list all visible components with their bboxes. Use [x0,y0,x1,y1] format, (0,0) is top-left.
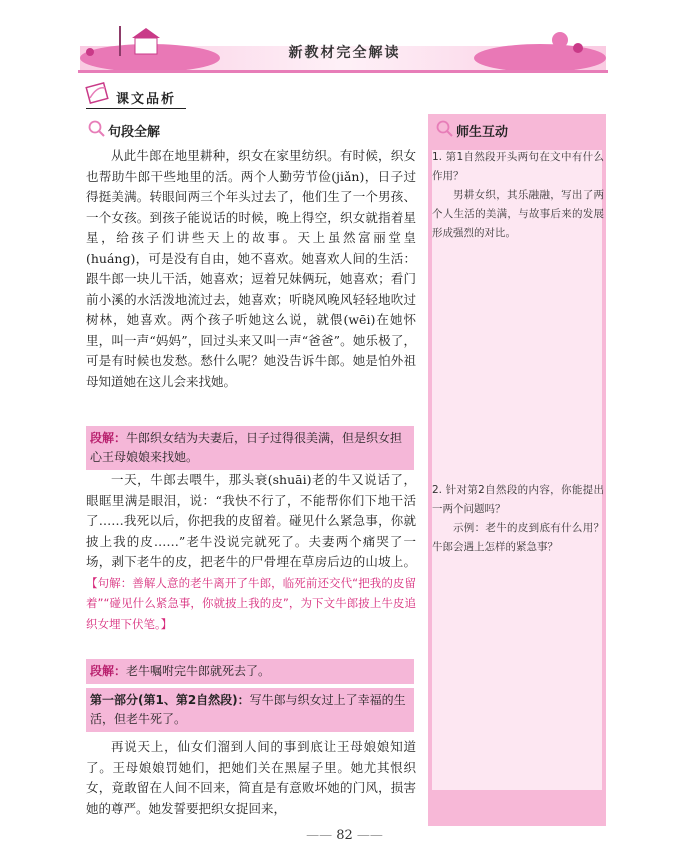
answer-2: 示例：老牛的皮到底有什么用？牛郎会遇上怎样的紧急事？ [432,522,604,553]
analysis-label: 段解： [90,431,127,445]
paragraph-3: 再说天上，仙女们溜到人间的事到底让王母娘娘知道了。王母娘娘罚她们，把她们关在黑屋子里。她尤其恨织女，竟敢留在人间不回来，简直是有意败坏她的门风，损害她的尊严。她发誓要把织女捉回来， [86,739,416,816]
question-2: 2. 针对第2自然段的内容，你能提出一两个问题吗？ [432,484,604,515]
analysis-text-2: 老牛嘱咐完牛郎就死去了。 [126,664,271,678]
analysis-text: 牛郎织女结为夫妻后，日子过得很美满，但是织女担心王母娘娘来找她。 [90,431,403,464]
analysis-label-2: 段解： [90,664,127,678]
answer-1: 男耕女织，其乐融融，写出了两个人生活的美满，与故事后来的发展形成强烈的对比。 [432,189,604,239]
header-rule [78,70,608,73]
section-underline [86,108,186,109]
part-one-summary [86,688,414,732]
paragraph-1: 从此牛郎在地里耕种，织女在家里纺织。有时候，织女也帮助牛郎干些地里的活。两个人勤劳节俭(jiǎn)，日子过得挺美满。转眼间两三个年头过去了，他们生了一个男孩、一个女孩。到孩子能说话的时候，晚上得空，织女就指着星星，给孩子们讲些天上的故事。天上虽然富丽堂皇(huáng)，可是没有自由，她不喜欢。她喜欢人间的生活：跟牛郎一块儿干活，她喜欢；逗着兄妹俩玩，她喜欢；看门前小溪的水活泼地流过去，她喜欢；听晓风晚风轻轻地吹过树林，她喜欢。两个孩子听她这么说，就偎(wēi)在她怀里，叫一声“妈妈”，回过头来又叫一声“爸爸”。她乐极了，可是有时候也发愁。愁什么呢？她没告诉牛郎。她是怕外祖母知道她在这儿会来找她。 [86,148,416,389]
sentence-analysis: 【句解：善解人意的老牛离开了牛郎，临死前还交代“把我的皮留着”“碰见什么紧急事，你就披上我的皮”，为下文牛郎披上牛皮追织女埋下伏笔。】 [86,575,416,631]
paragraph-2: 一天，牛郎去喂牛，那头衰(shuāi)老的牛又说话了，眼眶里满是眼泪，说：“我快不行了，不能帮你们下地干活了……我死以后，你把我的皮留着。碰见什么紧急事，你就披上我的皮……”老牛没说完就死了。夫妻两个痛哭了一场，剥下老牛的皮，把老牛的尸骨埋在草房后边的山坡上。 [86,472,416,569]
paragraph-1-block [86,146,416,392]
page-number: —— 82 —— [306,828,383,843]
magnifier-icon [88,120,106,138]
left-subtitle: 句段全解 [108,125,161,140]
paragraph-1-analysis [86,426,414,470]
paragraph-3-block [86,737,416,819]
section-title: 课文品析 [116,92,177,107]
right-subtitle: 师生互动 [456,125,509,140]
header-title: 新教材完全解读 [288,45,401,61]
paragraph-2-analysis [86,659,414,684]
paragraph-2-block [86,470,416,634]
part-label: 第一部分(第1、第2自然段)： [90,693,250,707]
sidebar-inner [432,150,602,790]
magnifier-icon-2 [436,120,454,138]
part-text: 写牛郎与织女过上了幸福的生活，但老牛死了。 [90,693,406,726]
question-1: 1. 第1自然段开头两句在文中有什么作用？ [432,151,604,182]
